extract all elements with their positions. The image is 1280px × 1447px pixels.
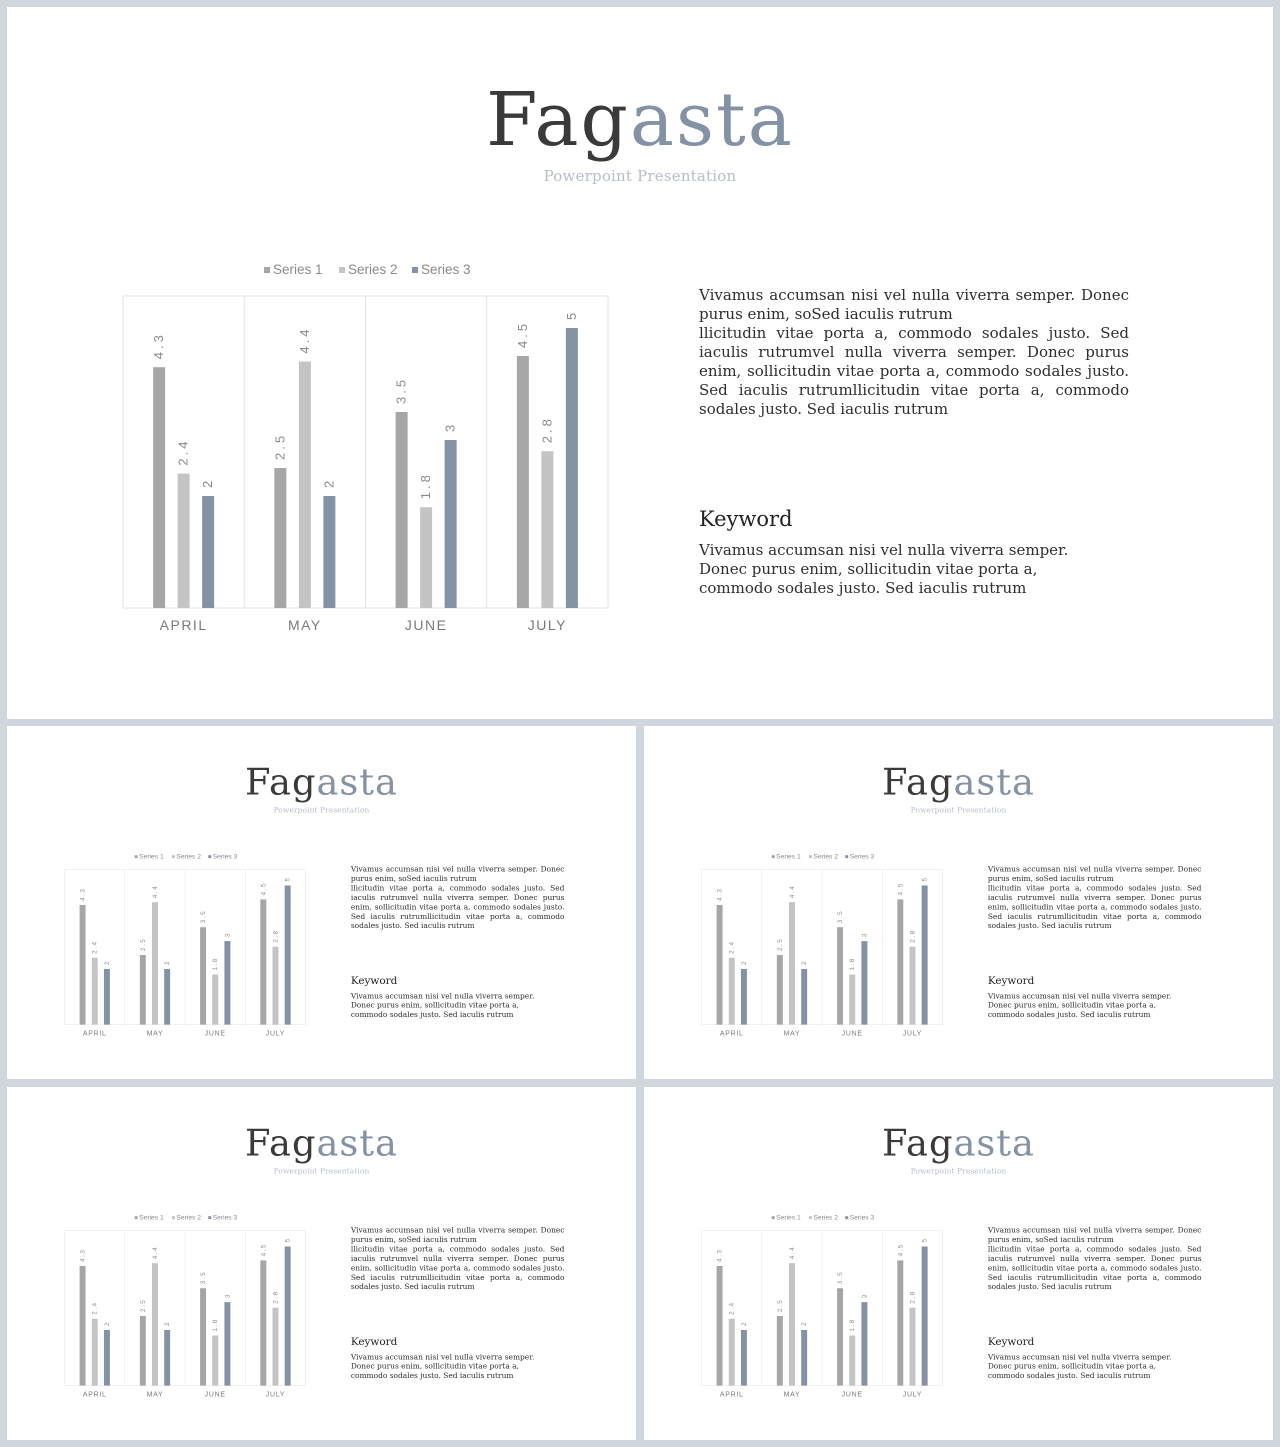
legend-label: Series 1 [776, 1214, 801, 1222]
legend-swatch [412, 267, 418, 273]
bar-series2-june [849, 1336, 855, 1386]
keyword-paragraph: Vivamus accumsan nisi vel nulla viverra semper. Donec purus enim, sollicitudin vitae porta a, commodo sodales justo. Sed iaculis rutrum [350, 991, 535, 1020]
slide-thumb-1[interactable] [7, 726, 636, 1079]
slide-subtitle: Powerpoint Presentation [273, 1166, 370, 1176]
data-label: 1.8 [418, 472, 434, 500]
bar-series3-may [164, 969, 170, 1025]
title-part-dark: Fag [245, 1121, 317, 1165]
data-label: 2.4 [175, 438, 191, 466]
title-part-accent: asta [953, 760, 1035, 804]
category-label: APRIL [719, 1391, 744, 1399]
data-label: 5 [921, 1237, 929, 1243]
data-label: 2 [321, 477, 337, 488]
legend-swatch [208, 855, 211, 858]
bar-series2-april [178, 474, 190, 608]
category-label: APRIL [159, 617, 208, 633]
bar-series2-june [212, 975, 218, 1025]
legend-label: Series 2 [176, 853, 201, 861]
body-paragraph: Vivamus accumsan nisi vel nulla viverra semper. Donec purus enim, soSed iaculis rutrum llicitudin vitae porta a, commodo sodales justo. Sed iaculis rutrumvel nulla viverra semper. Donec purus enim, sollicitudin vitae porta a, commodo sodales justo. Sed iaculis rutrumllicitudin vitae porta a, commodo sodales justo. Sed iaculis rutrum [350, 864, 565, 931]
bar-series2-june [212, 1336, 218, 1386]
legend-label: Series 1 [139, 1214, 164, 1222]
legend-swatch [208, 1216, 211, 1219]
legend-swatch [339, 267, 345, 273]
data-label: 5 [563, 309, 579, 320]
bar-series1-april [80, 905, 86, 1025]
keyword-heading: Keyword [987, 974, 1035, 987]
data-label: 4.4 [296, 326, 312, 354]
bar-series1-june [837, 1288, 843, 1385]
data-label: 2 [801, 1320, 809, 1326]
keyword-heading: Keyword [350, 1335, 398, 1348]
data-label: 2.8 [272, 929, 280, 943]
data-label: 5 [284, 876, 292, 882]
data-label: 2.5 [139, 937, 147, 952]
bar-series3-june [861, 941, 867, 1024]
bar-series1-june [200, 1288, 206, 1385]
legend-label: Series 3 [849, 1214, 875, 1222]
data-label: 2.8 [272, 1290, 280, 1304]
data-label: 3.5 [837, 1270, 845, 1285]
data-label: 4.4 [151, 884, 159, 899]
category-label: JUNE [841, 1030, 863, 1038]
bar-series2-may [789, 902, 795, 1024]
category-label: JULY [265, 1391, 286, 1399]
category-label: MAY [287, 617, 322, 633]
bar-series3-june [224, 1302, 230, 1385]
data-label: 3 [224, 1293, 232, 1299]
data-label: 2.5 [272, 432, 288, 460]
data-label: 2.4 [91, 1301, 99, 1315]
data-label: 2.8 [909, 929, 917, 943]
data-label: 2 [200, 477, 216, 488]
bar-series3-april [104, 969, 110, 1025]
legend-swatch [809, 1216, 812, 1219]
bar-series3-may [801, 1330, 807, 1386]
legend-label: Series 2 [813, 853, 838, 861]
data-label: 2 [740, 1320, 748, 1326]
keyword-paragraph: Vivamus accumsan nisi vel nulla viverra semper. Donec purus enim, sollicitudin vitae porta a, commodo sodales justo. Sed iaculis rutrum [350, 1352, 535, 1381]
data-label: 4.3 [79, 1248, 87, 1262]
data-label: 4.5 [260, 882, 268, 896]
bar-series2-may [789, 1263, 795, 1385]
bar-series3-may [801, 969, 807, 1025]
bar-series3-july [922, 1246, 928, 1385]
data-label: 3 [442, 421, 458, 432]
slide-content [7, 7, 1273, 719]
legend-label: Series 1 [139, 853, 164, 861]
title-part-dark: Fag [245, 760, 317, 804]
bar-series1-april [80, 1266, 86, 1386]
slide-thumb-4[interactable] [644, 1087, 1273, 1440]
keyword-paragraph: Vivamus accumsan nisi vel nulla viverra semper. Donec purus enim, sollicitudin vitae porta a, commodo sodales justo. Sed iaculis rutrum [987, 1352, 1172, 1381]
bar-series1-april [717, 905, 723, 1025]
keyword-paragraph: Vivamus accumsan nisi vel nulla viverra semper. Donec purus enim, sollicitudin vitae porta a, commodo sodales justo. Sed iaculis rutrum [699, 541, 1069, 597]
bar-series3-june [445, 440, 457, 608]
bar-series2-april [92, 1319, 98, 1386]
legend-label: Series 1 [776, 853, 801, 861]
data-label: 4.4 [151, 1245, 159, 1260]
legend-label: Series 3 [421, 262, 471, 277]
keyword-heading: Keyword [699, 507, 793, 531]
slide-subtitle: Powerpoint Presentation [910, 1166, 1007, 1176]
legend-swatch [809, 855, 812, 858]
category-label: APRIL [719, 1030, 744, 1038]
bar-series3-july [922, 885, 928, 1024]
legend-label: Series 3 [212, 1214, 238, 1222]
bar-series2-july [909, 947, 915, 1025]
bar-series1-july [260, 899, 266, 1024]
bar-series3-may [323, 496, 335, 608]
bar-series3-april [741, 969, 747, 1025]
data-label: 2 [740, 959, 748, 965]
data-label: 3 [224, 932, 232, 938]
slide-content [644, 726, 1273, 1079]
category-label: APRIL [82, 1030, 107, 1038]
bar-series2-june [420, 507, 432, 608]
slide-main[interactable] [7, 7, 1273, 719]
data-label: 2.4 [728, 1301, 736, 1315]
slide-thumb-3[interactable] [7, 1087, 636, 1440]
category-label: JULY [902, 1391, 923, 1399]
data-label: 1.8 [212, 1318, 220, 1332]
data-label: 3 [861, 932, 869, 938]
bar-series3-april [202, 496, 214, 608]
body-paragraph: Vivamus accumsan nisi vel nulla viverra semper. Donec purus enim, soSed iaculis rutrum llicitudin vitae porta a, commodo sodales justo. Sed iaculis rutrumvel nulla viverra semper. Donec purus enim, sollicitudin vitae porta a, commodo sodales justo. Sed iaculis rutrumllicitudin vitae porta a, commodo sodales justo. Sed iaculis rutrum [699, 286, 1129, 418]
title-part-accent: asta [629, 77, 794, 163]
title-part-dark: Fag [486, 77, 630, 163]
slide-subtitle: Powerpoint Presentation [543, 167, 737, 185]
data-label: 3.5 [393, 376, 409, 404]
category-label: MAY [783, 1030, 801, 1038]
data-label: 3.5 [200, 909, 208, 924]
legend-swatch [172, 1216, 175, 1219]
keyword-heading: Keyword [987, 1335, 1035, 1348]
body-paragraph: Vivamus accumsan nisi vel nulla viverra semper. Donec purus enim, soSed iaculis rutrum llicitudin vitae porta a, commodo sodales justo. Sed iaculis rutrumvel nulla viverra semper. Donec purus enim, sollicitudin vitae porta a, commodo sodales justo. Sed iaculis rutrumllicitudin vitae porta a, commodo sodales justo. Sed iaculis rutrum [987, 1225, 1202, 1292]
bar-series1-june [396, 412, 408, 608]
data-label: 2.8 [909, 1290, 917, 1304]
slide-content [7, 726, 636, 1079]
data-label: 5 [284, 1237, 292, 1243]
data-label: 2 [103, 959, 111, 965]
slide-subtitle: Powerpoint Presentation [910, 805, 1007, 815]
data-label: 5 [921, 876, 929, 882]
bar-series3-july [285, 885, 291, 1024]
data-label: 2.4 [728, 940, 736, 954]
data-label: 4.3 [716, 1248, 724, 1262]
slide-content [7, 1087, 636, 1440]
bar-series2-april [92, 958, 98, 1025]
legend-label: Series 2 [348, 262, 398, 277]
category-label: APRIL [82, 1391, 107, 1399]
category-label: JUNE [404, 617, 448, 633]
bar-series3-july [285, 1246, 291, 1385]
data-label: 2 [164, 1320, 172, 1326]
bar-series3-may [164, 1330, 170, 1386]
data-label: 4.5 [514, 320, 530, 348]
data-label: 2.8 [539, 416, 555, 444]
legend-swatch [845, 855, 848, 858]
bar-series1-june [837, 927, 843, 1024]
bar-series1-june [200, 927, 206, 1024]
keyword-heading: Keyword [350, 974, 398, 987]
category-label: JUNE [204, 1391, 226, 1399]
legend-label: Series 3 [212, 853, 238, 861]
legend-swatch [772, 1216, 775, 1219]
body-paragraph: Vivamus accumsan nisi vel nulla viverra semper. Donec purus enim, soSed iaculis rutrum llicitudin vitae porta a, commodo sodales justo. Sed iaculis rutrumvel nulla viverra semper. Donec purus enim, sollicitudin vitae porta a, commodo sodales justo. Sed iaculis rutrumllicitudin vitae porta a, commodo sodales justo. Sed iaculis rutrum [350, 1225, 565, 1292]
data-label: 2.5 [776, 1298, 784, 1313]
bar-series3-june [861, 1302, 867, 1385]
bar-series1-july [260, 1260, 266, 1385]
bar-series1-july [897, 899, 903, 1024]
slide-content [644, 1087, 1273, 1440]
bar-series2-may [152, 1263, 158, 1385]
bar-series3-june [224, 941, 230, 1024]
title-part-dark: Fag [882, 760, 954, 804]
category-label: JUNE [841, 1391, 863, 1399]
data-label: 2.4 [91, 940, 99, 954]
title-part-accent: asta [953, 1121, 1035, 1165]
legend-label: Series 3 [849, 853, 875, 861]
legend-swatch [845, 1216, 848, 1219]
bar-series1-may [777, 955, 783, 1025]
title-part-accent: asta [316, 760, 398, 804]
data-label: 4.4 [788, 884, 796, 899]
legend-swatch [135, 1216, 138, 1219]
bar-series2-may [299, 362, 311, 608]
title-part-dark: Fag [882, 1121, 954, 1165]
slide-thumb-2[interactable] [644, 726, 1273, 1079]
data-label: 3 [861, 1293, 869, 1299]
bar-series1-april [153, 367, 165, 608]
data-label: 4.3 [716, 887, 724, 901]
legend-label: Series 1 [273, 262, 323, 277]
legend-label: Series 2 [813, 1214, 838, 1222]
data-label: 4.5 [897, 1243, 905, 1257]
data-label: 4.5 [897, 882, 905, 896]
category-label: MAY [783, 1391, 801, 1399]
title-part-accent: asta [316, 1121, 398, 1165]
data-label: 1.8 [849, 957, 857, 971]
data-label: 4.4 [788, 1245, 796, 1260]
bar-series2-april [729, 1319, 735, 1386]
data-label: 2 [103, 1320, 111, 1326]
bar-series1-may [274, 468, 286, 608]
bar-series2-july [909, 1308, 915, 1386]
data-label: 1.8 [212, 957, 220, 971]
data-label: 3.5 [200, 1270, 208, 1285]
data-label: 1.8 [849, 1318, 857, 1332]
bar-series2-july [272, 1308, 278, 1386]
legend-label: Series 2 [176, 1214, 201, 1222]
bar-series1-july [517, 356, 529, 608]
keyword-paragraph: Vivamus accumsan nisi vel nulla viverra semper. Donec purus enim, sollicitudin vitae porta a, commodo sodales justo. Sed iaculis rutrum [987, 991, 1172, 1020]
bar-series3-april [104, 1330, 110, 1386]
data-label: 4.5 [260, 1243, 268, 1257]
category-label: MAY [146, 1391, 164, 1399]
body-paragraph: Vivamus accumsan nisi vel nulla viverra semper. Donec purus enim, soSed iaculis rutrum llicitudin vitae porta a, commodo sodales justo. Sed iaculis rutrumvel nulla viverra semper. Donec purus enim, sollicitudin vitae porta a, commodo sodales justo. Sed iaculis rutrumllicitudin vitae porta a, commodo sodales justo. Sed iaculis rutrum [987, 864, 1202, 931]
data-label: 2 [801, 959, 809, 965]
bar-series2-april [729, 958, 735, 1025]
legend-swatch [172, 855, 175, 858]
bar-series3-april [741, 1330, 747, 1386]
legend-swatch [135, 855, 138, 858]
bar-series2-june [849, 975, 855, 1025]
data-label: 3.5 [837, 909, 845, 924]
data-label: 2.5 [139, 1298, 147, 1313]
bar-series3-july [566, 328, 578, 608]
category-label: MAY [146, 1030, 164, 1038]
bar-series1-may [140, 955, 146, 1025]
data-label: 4.3 [79, 887, 87, 901]
data-label: 2 [164, 959, 172, 965]
category-label: JUNE [204, 1030, 226, 1038]
bar-series1-july [897, 1260, 903, 1385]
category-label: JULY [902, 1030, 923, 1038]
bar-series2-july [541, 451, 553, 608]
legend-swatch [772, 855, 775, 858]
category-label: JULY [265, 1030, 286, 1038]
bar-series1-april [717, 1266, 723, 1386]
data-label: 4.3 [151, 332, 167, 360]
legend-swatch [264, 267, 270, 273]
bar-series2-july [272, 947, 278, 1025]
data-label: 2.5 [776, 937, 784, 952]
category-label: JULY [527, 617, 567, 633]
bar-series1-may [777, 1316, 783, 1386]
slide-subtitle: Powerpoint Presentation [273, 805, 370, 815]
bar-series1-may [140, 1316, 146, 1386]
bar-series2-may [152, 902, 158, 1024]
